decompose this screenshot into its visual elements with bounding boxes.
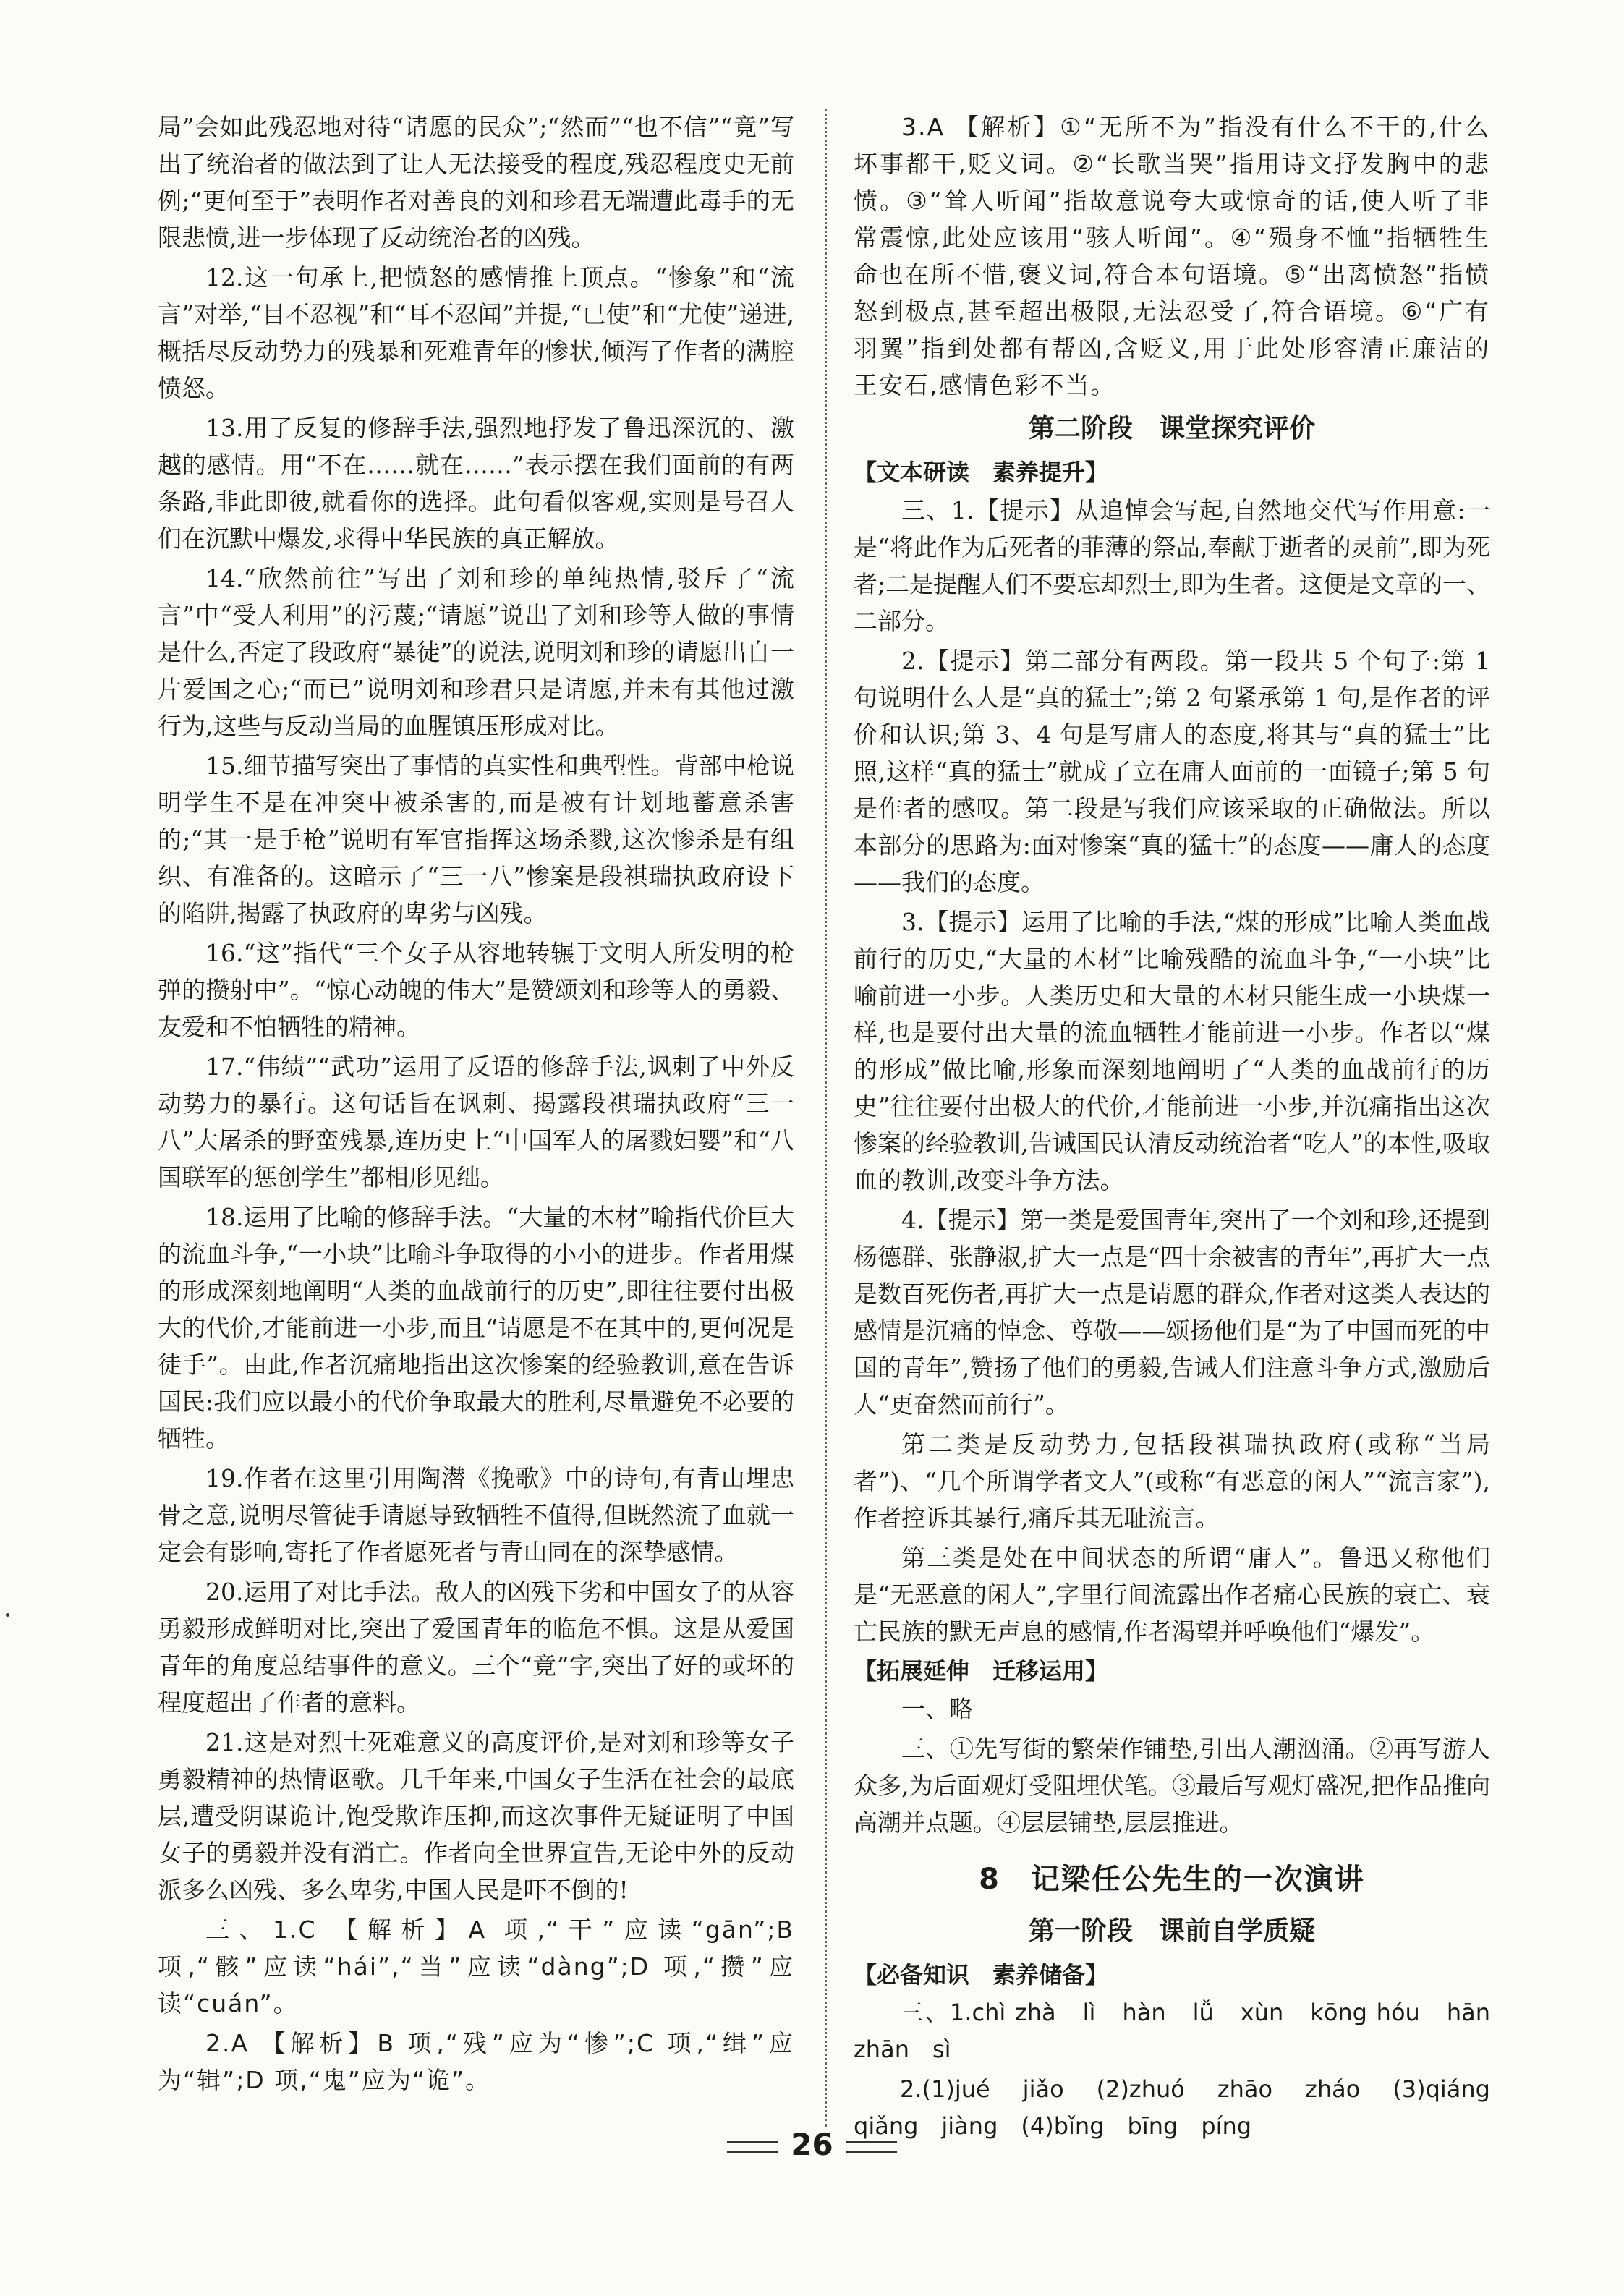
paragraph: 18.运用了比喻的修辞手法。“大量的木材”喻指代价巨大的流血斗争,“一小块”比喻斗争取得的小小的进步。作者用煤的形成深刻地阐明“人类的血战前行的历史”,即往往要付出极大的代价,才能前进一小步,而且“请愿是不在其中的,更何况是徒手”。由此,作者沉痛地指出这次惨案的经验教训,意在告诉国民:我们应以最小的代价争取最大的胜利,尽量避免不必要的牺牲。 xyxy=(158,1203,794,1453)
paragraph: 2.【提示】第二部分有两段。第一段共 5 个句子:第 1 句说明什么人是“真的猛士”;第 2 句紧承第 1 句,是作者的评价和认识;第 3、4 句是写庸人的态度,将其与“真的猛士”比照,这样“真的猛士”就成了立在庸人面前的一面镜子;第 5 句是作者的感叹。第二段是写我们应该采取的正确做法。所以本部分的思路为:面对惨案“真的猛士”的态度——庸人的态度——我们的态度。 xyxy=(854,647,1490,896)
paragraph: 15.细节描写突出了事情的真实性和典型性。背部中枪说明学生不是在冲突中被杀害的,而是被有计划地蓄意杀害的;“其一是手枪”说明有军官指挥这场杀戮,这次惨杀是有组织、有准备的。这暗示了“三一八”惨案是段祺瑞执政府设下的陷阱,揭露了执政府的卑劣与凶残。 xyxy=(158,752,794,927)
paragraph: 三、①先写街的繁荣作铺垫,引出人潮汹涌。②再写游人众多,为后面观灯受阻埋伏笔。③最后写观灯盛况,把作品推向高潮并点题。④层层铺垫,层层推进。 xyxy=(854,1735,1490,1837)
paragraph: 12.这一句承上,把愤怒的感情推上顶点。“惨象”和“流言”对举,“目不忍视”和“耳不忍闻”并提,“已使”和“尤使”递进,概括尽反动势力的残暴和死难青年的惨状,倾泻了作者的满腔愤怒。 xyxy=(158,263,794,402)
paragraph: 三、1.【提示】从追悼会写起,自然地交代写作用意:一是“将此作为后死者的菲薄的祭品,奉献于逝者的灵前”,即为死者;二是提醒人们不要忘却烈士,即为生者。这便是文章的一、二部分。 xyxy=(854,496,1490,635)
paragraph: 19.作者在这里引用陶潜《挽歌》中的诗句,有青山埋忠骨之意,说明尽管徒手请愿导致牺牲不值得,但既然流了血就一定会有影响,寄托了作者愿死者与青山同在的深挚感情。 xyxy=(158,1464,794,1566)
right-column xyxy=(854,109,1490,2148)
page-number-ornament-right xyxy=(846,2141,897,2153)
paragraph: 16.“这”指代“三个女子从容地转辗于文明人所发明的枪弹的攒射中”。“惊心动魄的伟大”是赞颂刘和珍等人的勇毅、友爱和不怕牺牲的精神。 xyxy=(158,939,794,1041)
pinyin-answer: 2.(1)jué jiǎo (2)zhuó zhāo zháo (3)qiáng qiǎng jiàng (4)bǐng bīng píng xyxy=(854,2075,1490,2140)
page-number: 26 xyxy=(791,2127,833,2162)
paragraph: 第二类是反动势力,包括段祺瑞执政府(或称“当局者”)、“几个所谓学者文人”(或称“有恶意的闲人”“流言家”),作者控诉其暴行,痛斥其无耻流言。 xyxy=(854,1430,1490,1532)
stage-heading: 第二阶段 课堂探究评价 xyxy=(1028,414,1315,443)
page-number-footer xyxy=(0,2123,1624,2167)
bracket-heading: 【必备知识 素养储备】 xyxy=(854,1961,1109,1989)
paragraph: 局”会如此残忍地对待“请愿的民众”;“然而”“也不信”“竟”写出了统治者的做法到了让人无法接受的程度,残忍程度史无前例;“更何至于”表明作者对善良的刘和珍君无端遭此毒手的无限悲愤,进一步体现了反动统治者的凶残。 xyxy=(158,113,794,252)
answer-item: 2.A 【解析】B 项,“残”应为“惨”;C 项,“缉”应为“辑”;D 项,“鬼”应为“诡”。 xyxy=(158,2029,794,2094)
paragraph: 一、略 xyxy=(901,1695,973,1723)
page-number-ornament-left xyxy=(727,2141,778,2153)
column-divider xyxy=(825,109,827,2127)
paragraph: 3.【提示】运用了比喻的手法,“煤的形成”比喻人类血战前行的历史,“大量的木材”比喻残酷的流血斗争,“一小块”比喻前进一小步。人类历史和大量的木材只能生成一小块煤一样,也是要付出大量的流血牺牲才能前进一小步。作者以“煤的形成”做比喻,形象而深刻地阐明了“人类的血战前行的历史”往往要付出极大的代价,才能前进一小步,并沉痛指出这次惨案的经验教训,告诫国民认清反动统治者“吃人”的本性,吸取血的教训,改变斗争方法。 xyxy=(854,908,1490,1194)
pinyin-answer: 三、1.chì zhà lì hàn lǚ xùn kōng hóu hān zhān sì xyxy=(854,1999,1490,2063)
answer-item: 三、1.C 【解析】A 项,“干”应读“gān”;B 项,“骸”应读“hái”,“当”应读“dàng”;D 项,“攒”应读“cuán”。 xyxy=(158,1916,794,2017)
answer-item: 3.A 【解析】①“无所不为”指没有什么不干的,什么坏事都干,贬义词。②“长歌当哭”指用诗文抒发胸中的悲愤。③“耸人听闻”指故意说夸大或惊奇的话,使人听了非常震惊,此处应该用“骇人听闻”。④“殒身不恤”指牺牲生命也在所不惜,褒义词,符合本句语境。⑤“出离愤怒”指愤怒到极点,甚至超出极限,无法忍受了,符合语境。⑥“广有羽翼”指到处都有帮凶,含贬义,用于此处形容清正廉洁的王安石,感情色彩不当。 xyxy=(854,113,1490,399)
bracket-heading: 【文本研读 素养提升】 xyxy=(854,459,1109,486)
chapter-heading: 8 记梁任公先生的一次演讲 xyxy=(979,1863,1365,1896)
paragraph: 20.运用了对比手法。敌人的凶残下劣和中国女子的从容勇毅形成鲜明对比,突出了爱国青年的临危不惧。这是从爱国青年的角度总结事件的意义。三个“竟”字,突出了好的或坏的程度超出了作者的意料。 xyxy=(158,1578,794,1717)
paragraph: 第三类是处在中间状态的所谓“庸人”。鲁迅又称他们是“无恶意的闲人”,字里行间流露出作者痛心民族的衰亡、衰亡民族的默无声息的感情,作者渴望并呼唤他们“爆发”。 xyxy=(854,1544,1490,1646)
scan-speck xyxy=(6,1613,9,1617)
paragraph: 21.这是对烈士死难意义的高度评价,是对刘和珍等女子勇毅精神的热情讴歌。几千年来,中国女子生活在社会的最底层,遭受阴谋诡计,饱受欺诈压抑,而这次事件无疑证明了中国女子的勇毅并没有消亡。作者向全世界宣告,无论中外的反动派多么凶残、多么卑劣,中国人民是吓不倒的! xyxy=(158,1728,794,1904)
paragraph: 4.【提示】第一类是爱国青年,突出了一个刘和珍,还提到杨德群、张静淑,扩大一点是“四十余被害的青年”,再扩大一点是数百死伤者,再扩大一点是请愿的群众,作者对这类人表达的感情是沉痛的悼念、尊敬——颂扬他们是“为了中国而死的中国的青年”,赞扬了他们的勇毅,告诫人们注意斗争方式,激励后人“更奋然而前行”。 xyxy=(854,1206,1490,1419)
paragraph: 17.“伟绩”“武功”运用了反语的修辞手法,讽刺了中外反动势力的暴行。这句话旨在讽刺、揭露段祺瑞执政府“三一八”大屠杀的野蛮残暴,连历史上“中国军人的屠戮妇婴”和“八国联军的惩创学生”都相形见绌。 xyxy=(158,1053,794,1191)
bracket-heading: 【拓展延伸 迁移运用】 xyxy=(854,1657,1109,1685)
paragraph: 14.“欣然前往”写出了刘和珍的单纯热情,驳斥了“流言”中“受人利用”的污蔑;“请愿”说出了刘和珍等人做的事情是什么,否定了段政府“暴徒”的说法,说明刘和珍的请愿出自一片爱国之心;“而已”说明刘和珍君只是请愿,并未有其他过激行为,这些与反动当局的血腥镇压形成对比。 xyxy=(158,564,794,740)
stage-heading: 第一阶段 课前自学质疑 xyxy=(1028,1916,1315,1946)
left-column xyxy=(158,109,794,2101)
paragraph: 13.用了反复的修辞手法,强烈地抒发了鲁迅深沉的、激越的感情。用“不在……就在……”表示摆在我们面前的有两条路,非此即彼,就看你的选择。此句看似客观,实则是号召人们在沉默中爆发,求得中华民族的真正解放。 xyxy=(158,414,794,553)
